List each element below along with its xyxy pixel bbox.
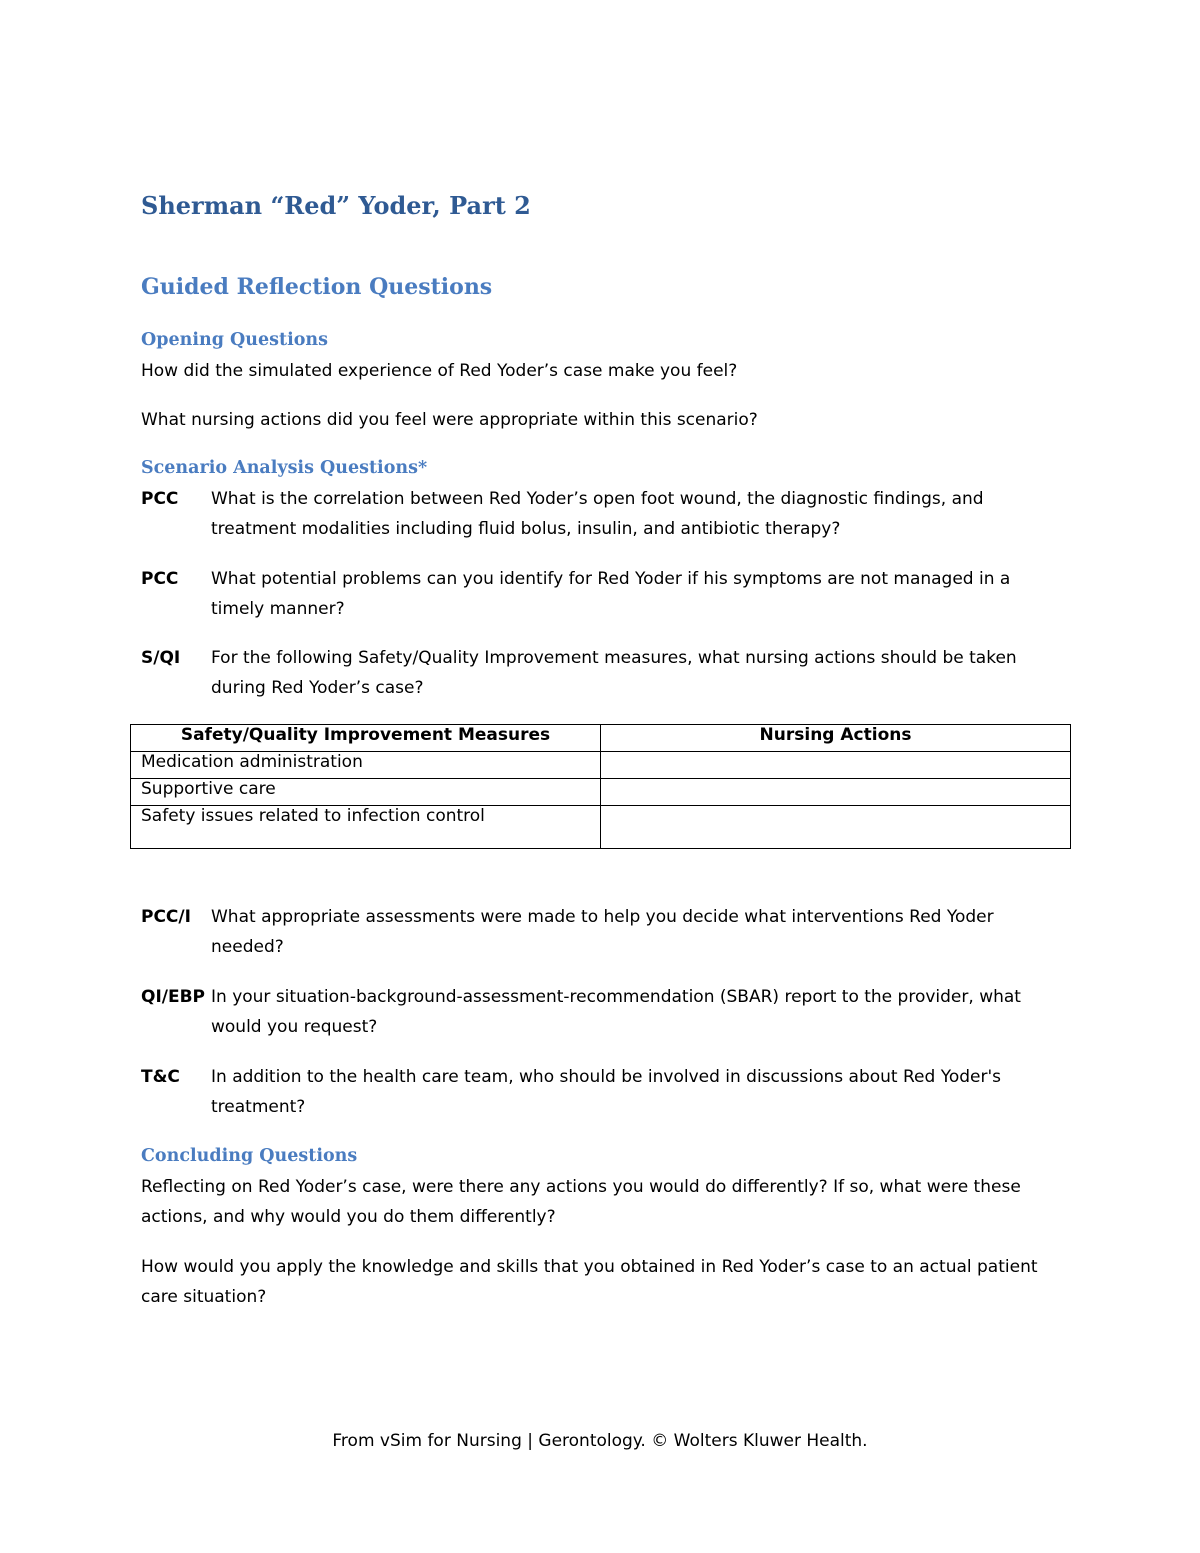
table-cell-action[interactable] (601, 752, 1071, 779)
table-cell-measure: Supportive care (131, 779, 601, 806)
page-footer: From vSim for Nursing | Gerontology. © Wolters Kluwer Health. (332, 1431, 868, 1451)
question-code: QI/EBP (141, 987, 206, 1007)
table-cell-measure: Safety issues related to infection control (131, 806, 601, 849)
table-cell-action[interactable] (601, 779, 1071, 806)
safety-quality-table (130, 724, 1071, 849)
table-row (131, 779, 1071, 806)
concluding-heading: Concluding Questions (141, 1146, 358, 1166)
table-row (131, 806, 1071, 849)
concluding-question-1: Reflecting on Red Yoder’s case, were there any actions you would do differently? If so, what were these actions, and why would you do them differently? (141, 1177, 1021, 1227)
scenario-question-2: What potential problems can you identify for Red Yoder if his symptoms are not managed in a timely manner? (211, 569, 1011, 619)
table-header-measures: Safety/Quality Improvement Measures (131, 725, 601, 752)
table-header-actions: Nursing Actions (601, 725, 1071, 752)
question-code: PCC (141, 569, 179, 589)
question-code: S/QI (141, 648, 181, 668)
question-code: PCC (141, 489, 179, 509)
scenario-question-1: What is the correlation between Red Yoder’s open foot wound, the diagnostic findings, and treatment modalities including fluid bolus, insulin, and antibiotic therapy? (211, 489, 984, 539)
table-header-row (131, 725, 1071, 752)
scenario-question-6: In addition to the health care team, who should be involved in discussions about Red Yoder's treatment? (211, 1067, 1002, 1117)
opening-heading: Opening Questions (141, 330, 328, 350)
section-title: Guided Reflection Questions (141, 274, 493, 300)
table-cell-measure: Medication administration (131, 752, 601, 779)
scenario-question-3: For the following Safety/Quality Improvement measures, what nursing actions should be taken during Red Yoder’s case? (211, 648, 1017, 698)
question-code: PCC/I (141, 907, 191, 927)
opening-question-1: How did the simulated experience of Red Yoder’s case make you feel? (141, 361, 738, 381)
table-row (131, 752, 1071, 779)
table-cell-action[interactable] (601, 806, 1071, 849)
question-code: T&C (141, 1067, 180, 1087)
opening-question-2: What nursing actions did you feel were appropriate within this scenario? (141, 410, 758, 430)
scenario-heading: Scenario Analysis Questions* (141, 458, 428, 478)
scenario-question-5: In your situation-background-assessment-recommendation (SBAR) report to the provider, what would you request? (211, 987, 1021, 1037)
document-title: Sherman “Red” Yoder, Part 2 (141, 191, 531, 220)
scenario-question-4: What appropriate assessments were made to help you decide what interventions Red Yoder needed? (211, 907, 994, 957)
concluding-question-2: How would you apply the knowledge and skills that you obtained in Red Yoder’s case to an actual patient care situation? (141, 1257, 1038, 1307)
